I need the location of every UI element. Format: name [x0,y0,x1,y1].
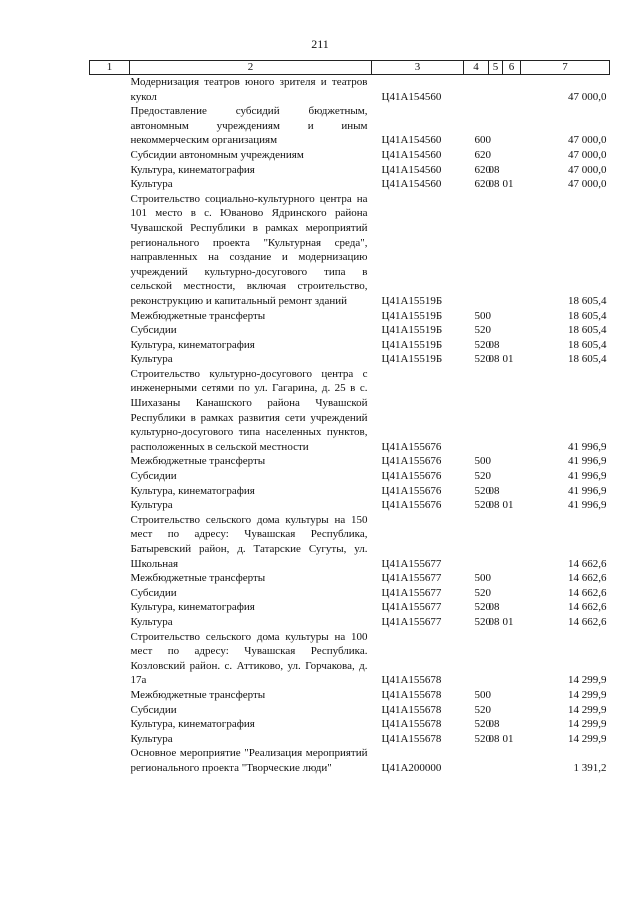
row-code-cell: Ц41А155678 [381,718,442,731]
row-name-cell: Межбюджетные трансферты [130,455,266,468]
row-sum-cell: 18 605,4 [568,338,607,351]
row-expense-type-cell: 620 [474,163,491,176]
page-number: 211 [311,37,329,51]
row-name-cell: Модернизация театров юного зрителя и театров кукол [130,76,368,103]
row-name-cell: Культура [130,353,173,366]
row-name-cell: Субсидии [130,703,177,716]
row-expense-type-cell [464,630,489,688]
row-code-cell: Ц41А155677 [381,586,442,599]
budget-table [89,60,610,776]
row-subsection-cell [503,717,521,732]
row-name-cell: Межбюджетные трансферты [130,572,266,585]
row-sum-cell: 47 000,0 [568,148,607,161]
row-name-cell: Субсидии [130,470,177,483]
row-name-cell: Строительство сельского дома культуры на 100 мест по адресу: Чувашская Республика. Козловский район. с. Аттиково, ул. Горчакова, д. 17а [130,630,368,687]
row-name-cell: Культура [130,178,173,191]
row-sum-cell: 41 996,9 [568,484,607,497]
row-number-cell [90,163,130,178]
row-name-cell: Культура, кинематография [130,718,255,731]
row-number-cell [90,309,130,324]
row-code-cell: Ц41А155678 [381,732,442,745]
row-code-cell: Ц41А155676 [381,455,442,468]
row-number-cell [90,323,130,338]
row-sum-cell: 14 662,6 [568,572,607,585]
row-sum-cell: 14 299,9 [568,732,607,745]
header-col-2: 2 [130,61,372,75]
table-row [90,323,610,338]
row-subsection-cell [503,192,521,309]
table-row [90,513,610,571]
row-sum-cell: 18 605,4 [568,324,607,337]
row-expense-type-cell: 520 [474,586,491,599]
row-number-cell [90,630,130,688]
header-col-1: 1 [90,61,130,75]
table-body [90,75,610,776]
row-subsection-cell [503,571,521,586]
row-sum-cell: 47 000,0 [568,163,607,176]
row-subsection-cell [503,75,521,105]
row-subsection-cell [503,630,521,688]
row-subsection-cell [503,148,521,163]
row-name-cell: Субсидии [130,586,177,599]
table-row [90,469,610,484]
row-expense-type-cell: 520 [474,718,491,731]
row-expense-type-cell: 520 [474,499,491,512]
table-row [90,571,610,586]
table-row [90,352,610,367]
header-row [90,61,610,75]
header-col-6: 6 [503,61,521,75]
table-row [90,630,610,688]
row-code-cell: Ц41А154560 [381,178,442,191]
row-expense-type-cell: 520 [474,324,491,337]
row-sum-cell: 14 662,6 [568,601,607,614]
row-code-cell: Ц41А154560 [381,163,442,176]
table-row [90,484,610,499]
row-subsection-cell [503,323,521,338]
row-subsection-cell [503,454,521,469]
row-section-cell [489,746,503,775]
row-section-cell: 08 [488,732,500,745]
row-sum-cell: 41 996,9 [568,499,607,512]
row-number-cell [90,469,130,484]
row-subsection-cell [503,688,521,703]
row-number-cell [90,484,130,499]
row-name-cell: Культура [130,732,173,745]
row-code-cell: Ц41А155676 [381,499,442,512]
row-subsection-cell [503,513,521,571]
row-number-cell [90,571,130,586]
row-sum-cell: 47 000,0 [568,134,607,147]
row-name-cell: Культура [130,615,173,628]
row-number-cell [90,746,130,775]
row-code-cell: Ц41А155677 [381,557,442,570]
row-subsection-cell [503,484,521,499]
table-row [90,192,610,309]
table-row [90,688,610,703]
header-col-3: 3 [372,61,464,75]
row-code-cell: Ц41А155677 [381,615,442,628]
row-expense-type-cell: 600 [474,134,491,147]
row-sum-cell: 47 000,0 [568,178,607,191]
row-number-cell [90,338,130,353]
row-section-cell [489,192,503,309]
table-row [90,717,610,732]
row-name-cell: Культура, кинематография [130,484,255,497]
row-number-cell [90,703,130,718]
table-row [90,586,610,601]
row-subsection-cell [503,104,521,148]
row-number-cell [90,148,130,163]
row-name-cell: Культура, кинематография [130,163,255,176]
row-sum-cell: 14 662,6 [568,557,607,570]
row-section-cell [489,513,503,571]
row-name-cell: Межбюджетные трансферты [130,309,266,322]
row-sum-cell: 1 391,2 [573,761,607,774]
row-expense-type-cell [464,746,489,775]
row-name-cell: Строительство социально-культурного центра на 101 место в с. Юваново Ядринского района Чувашской Республики в рамках мероприятий регионального проекта "Культурная среда", направленных на создание и модернизацию учреждений культурно-досугового типа в сельской местности, включая строительство, реконструкцию и капитальный ремонт зданий [130,192,368,307]
row-expense-type-cell: 500 [474,572,491,585]
row-subsection-cell [503,703,521,718]
row-sum-cell: 41 996,9 [568,440,607,453]
table-row [90,309,610,324]
row-expense-type-cell [464,75,489,105]
row-subsection-cell: 01 [502,499,514,512]
row-sum-cell: 14 299,9 [568,674,607,687]
row-number-cell [90,586,130,601]
row-expense-type-cell: 520 [474,601,491,614]
row-number-cell [90,688,130,703]
row-number-cell [90,513,130,571]
row-sum-cell: 14 299,9 [568,718,607,731]
row-number-cell [90,615,130,630]
row-section-cell: 08 [488,163,500,176]
row-code-cell: Ц41А155678 [381,688,442,701]
row-code-cell: Ц41А155676 [381,484,442,497]
row-section-cell: 08 [488,353,500,366]
table-row [90,367,610,455]
row-number-cell [90,732,130,747]
row-code-cell: Ц41А15519Б [381,309,443,322]
row-expense-type-cell: 620 [474,178,491,191]
row-section-cell: 08 [488,178,500,191]
row-code-cell: Ц41А154560 [381,134,442,147]
row-expense-type-cell [464,367,489,455]
row-expense-type-cell: 520 [474,338,491,351]
row-section-cell: 08 [488,484,500,497]
row-code-cell: Ц41А155678 [381,703,442,716]
row-code-cell: Ц41А15519Б [381,353,443,366]
row-subsection-cell [503,469,521,484]
row-sum-cell: 18 605,4 [568,309,607,322]
row-expense-type-cell: 620 [474,148,491,161]
row-subsection-cell [503,338,521,353]
row-section-cell: 08 [488,601,500,614]
row-expense-type-cell: 520 [474,703,491,716]
row-subsection-cell: 01 [502,732,514,745]
row-code-cell: Ц41А154560 [381,148,442,161]
row-expense-type-cell [464,192,489,309]
row-expense-type-cell: 500 [474,309,491,322]
row-number-cell [90,498,130,513]
row-number-cell [90,717,130,732]
row-subsection-cell [503,600,521,615]
row-subsection-cell [503,309,521,324]
table-row [90,498,610,513]
header-col-4: 4 [464,61,489,75]
row-name-cell: Культура [130,499,173,512]
row-code-cell: Ц41А15519Б [381,324,443,337]
row-section-cell: 08 [488,718,500,731]
row-section-cell: 08 [488,615,500,628]
row-code-cell: Ц41А155677 [381,601,442,614]
row-number-cell [90,454,130,469]
row-name-cell: Строительство сельского дома культуры на 150 мест по адресу: Чувашская Республика, Батыревский район, д. Татарские Сугуты, ул. Школьная [130,513,368,570]
table-row [90,338,610,353]
row-subsection-cell: 01 [502,178,514,191]
row-expense-type-cell: 520 [474,470,491,483]
table-row [90,615,610,630]
table-row [90,600,610,615]
header-col-7: 7 [521,61,610,75]
row-code-cell: Ц41А155676 [381,440,442,453]
row-expense-type-cell [464,513,489,571]
table-row [90,746,610,775]
row-name-cell: Основное мероприятие "Реализация мероприятий регионального проекта "Творческие люди" [130,747,368,774]
row-name-cell: Культура, кинематография [130,601,255,614]
row-subsection-cell: 01 [502,353,514,366]
row-expense-type-cell: 520 [474,484,491,497]
row-code-cell: Ц41А15519Б [381,294,443,307]
row-number-cell [90,177,130,192]
row-section-cell: 08 [488,499,500,512]
row-name-cell: Культура, кинематография [130,338,255,351]
row-expense-type-cell: 500 [474,455,491,468]
table-row [90,732,610,747]
row-name-cell: Предоставление субсидий бюджетным, автономным учреждениям и иным некоммерческим организациям [130,105,368,147]
row-name-cell: Субсидии автономным учреждениям [130,148,304,161]
row-sum-cell: 18 605,4 [568,353,607,366]
row-code-cell: Ц41А155677 [381,572,442,585]
row-number-cell [90,352,130,367]
row-section-cell [489,367,503,455]
header-col-5: 5 [489,61,503,75]
row-sum-cell: 47 000,0 [568,90,607,103]
table-header [90,61,610,75]
table-row [90,75,610,105]
row-sum-cell: 41 996,9 [568,470,607,483]
row-sum-cell: 14 299,9 [568,688,607,701]
row-expense-type-cell: 520 [474,732,491,745]
row-code-cell: Ц41А200000 [381,761,442,774]
row-sum-cell: 14 662,6 [568,615,607,628]
row-subsection-cell: 01 [502,615,514,628]
row-subsection-cell [503,586,521,601]
row-expense-type-cell: 520 [474,615,491,628]
table-row [90,703,610,718]
row-name-cell: Субсидии [130,324,177,337]
row-expense-type-cell: 520 [474,353,491,366]
table-row [90,148,610,163]
row-sum-cell: 41 996,9 [568,455,607,468]
row-subsection-cell [503,746,521,775]
table-row [90,163,610,178]
row-name-cell: Строительство культурно-досугового центра с инженерными сетями по ул. Гагарина, д. 25 в с. Шихазаны Канашского района Чувашской Республики в рамках развития сети учреждений культурно-досугового типа населенных пунктов, расположенных в сельской местности [130,367,368,453]
row-expense-type-cell: 500 [474,688,491,701]
table-row [90,454,610,469]
row-number-cell [90,367,130,455]
row-subsection-cell [503,367,521,455]
row-number-cell [90,192,130,309]
row-number-cell [90,104,130,148]
row-subsection-cell [503,163,521,178]
row-sum-cell: 18 605,4 [568,294,607,307]
table-row [90,177,610,192]
row-section-cell [489,75,503,105]
row-section-cell: 08 [488,338,500,351]
row-code-cell: Ц41А154560 [381,90,442,103]
row-code-cell: Ц41А155676 [381,470,442,483]
row-code-cell: Ц41А155678 [381,674,442,687]
table-row [90,104,610,148]
row-section-cell [489,630,503,688]
row-number-cell [90,75,130,105]
row-name-cell: Межбюджетные трансферты [130,688,266,701]
row-sum-cell: 14 299,9 [568,703,607,716]
row-code-cell: Ц41А15519Б [381,338,443,351]
row-number-cell [90,600,130,615]
row-sum-cell: 14 662,6 [568,586,607,599]
